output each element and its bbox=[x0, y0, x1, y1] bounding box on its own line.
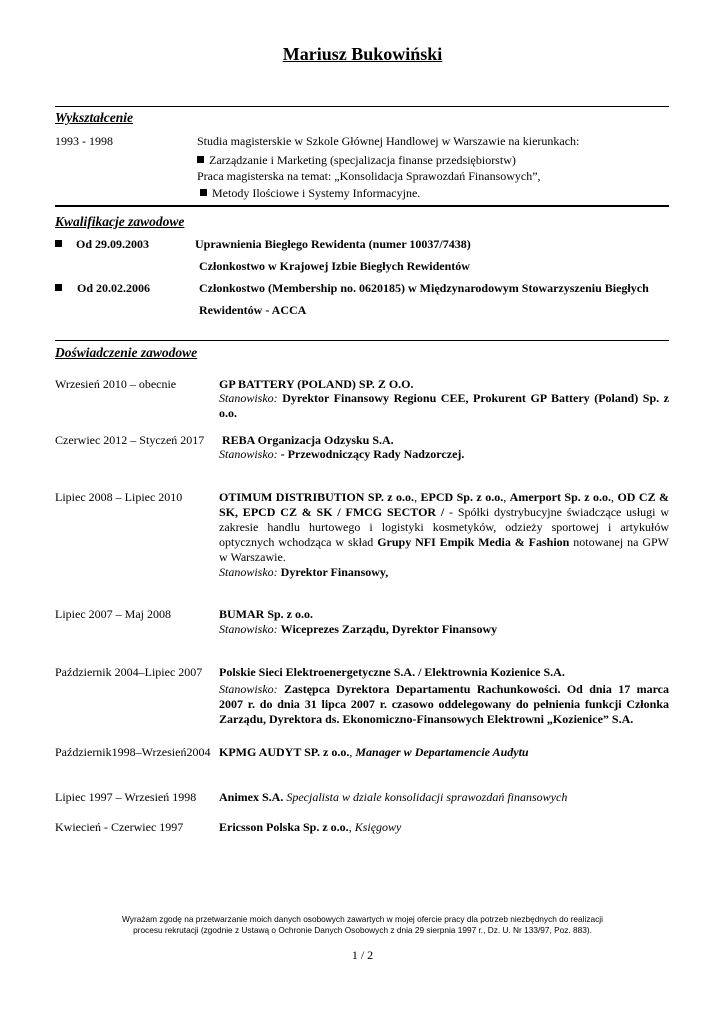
experience-period: Lipiec 2007 – Maj 2008 bbox=[55, 607, 171, 621]
experience-period: Kwiecień - Czerwiec 1997 bbox=[55, 820, 184, 834]
education-item: Metody Ilościowe i Systemy Informacyjne. bbox=[197, 186, 420, 201]
experience-title: Doświadczenie zawodowe bbox=[55, 345, 198, 360]
qualification-text: Członkostwo w Krajowej Izbie Biegłych Rewidentów bbox=[199, 259, 470, 273]
square-bullet-icon bbox=[200, 189, 207, 196]
experience-role: Stanowisko: Wiceprezes Zarządu, Dyrektor Finansowy bbox=[219, 622, 498, 636]
data-consent-clause: Wyrażam zgodę na przetwarzanie moich danych osobowych zawartych w mojej ofercie pracy dla potrzeb niezbędnych do realizacji procesu rekrutacji (zgodnie z Ustawą o Ochronie Danych Osobowych z dnia 29 sierpnia 1997 r., Dz. U. Nr 133/97, Poz. 883). bbox=[122, 914, 603, 935]
qualification-date: Od 20.02.2006 bbox=[55, 281, 150, 296]
experience-period: Październik1998–Wrzesień2004 bbox=[55, 745, 211, 759]
experience-entry: Animex S.A. Specjalista w dziale konsolidacji sprawozdań finansowych bbox=[219, 790, 568, 804]
education-item: Zarządzanie i Marketing (specjalizacja finanse przedsiębiorstw) bbox=[197, 153, 516, 168]
experience-role: Stanowisko: - Przewodniczący Rady Nadzorczej. bbox=[219, 447, 465, 461]
qualifications-title: Kwalifikacje zawodowe bbox=[55, 214, 185, 229]
education-period: 1993 - 1998 bbox=[55, 134, 113, 148]
education-line: Praca magisterska na temat: „Konsolidacja Sprawozdań Finansowych”, bbox=[197, 169, 541, 183]
experience-company: REBA Organizacja Odzysku S.A. bbox=[222, 433, 394, 447]
experience-period: Lipiec 1997 – Wrzesień 1998 bbox=[55, 790, 197, 804]
experience-company: Polskie Sieci Elektroenergetyczne S.A. / Elektrownia Kozienice S.A. bbox=[219, 665, 565, 679]
experience-period: Wrzesień 2010 – obecnie bbox=[55, 377, 177, 391]
qualification-text: Członkostwo (Membership no. 0620185) w Międzynarodowym Stowarzyszeniu Biegłych bbox=[199, 281, 649, 295]
qualification-date: Od 29.09.2003 bbox=[55, 237, 149, 252]
experience-role: Stanowisko: Dyrektor Finansowy, bbox=[219, 565, 389, 579]
candidate-name: Mariusz Bukowiński bbox=[282, 44, 443, 64]
experience-entry: Ericsson Polska Sp. z o.o., Księgowy bbox=[219, 820, 402, 834]
experience-entry: KPMG AUDYT SP. z o.o., Manager w Departamencie Audytu bbox=[219, 745, 529, 759]
square-bullet-icon bbox=[55, 284, 62, 291]
section-divider bbox=[55, 205, 669, 207]
square-bullet-icon bbox=[197, 156, 204, 163]
square-bullet-icon bbox=[55, 240, 62, 247]
section-divider bbox=[55, 340, 669, 341]
education-title: Wykształcenie bbox=[55, 110, 133, 125]
experience-period: Październik 2004–Lipiec 2007 bbox=[55, 665, 203, 679]
qualification-text: Rewidentów - ACCA bbox=[199, 303, 307, 317]
qualification-text: Uprawnienia Biegłego Rewidenta (numer 10037/7438) bbox=[195, 237, 471, 251]
experience-description: OTIMUM DISTRIBUTION SP. z o.o., EPCD Sp. z o.o., Amerport Sp. z o.o., OD CZ & SK, EPCD CZ & SK / FMCG SECTOR / - Spółki dystrybucyjne świadczące usługi w zakresie handlu hurtowego i logistyki kosmetyków, odzieży sportowej i artykułów optycznych wchodząca w skład Grupy NFI Empik Media & Fashion notowanej na GPW w Warszawie. bbox=[219, 490, 670, 564]
experience-period: Czerwiec 2012 – Styczeń 2017 bbox=[55, 433, 205, 447]
section-divider bbox=[55, 106, 669, 107]
page-number: 1 / 2 bbox=[351, 948, 374, 962]
experience-role: Stanowisko: Dyrektor Finansowy Regionu CEE, Prokurent GP Battery (Poland) Sp. z o.o. bbox=[219, 391, 670, 420]
experience-company: BUMAR Sp. z o.o. bbox=[219, 607, 314, 621]
experience-company: GP BATTERY (POLAND) SP. Z O.O. bbox=[219, 377, 414, 391]
education-line: Studia magisterskie w Szkole Głównej Handlowej w Warszawie na kierunkach: bbox=[197, 134, 580, 148]
experience-period: Lipiec 2008 – Lipiec 2010 bbox=[55, 490, 183, 504]
experience-role: Stanowisko: Zastępca Dyrektora Departamentu Rachunkowości. Od dnia 17 marca 2007 r. do dnia 31 lipca 2007 r. czasowo oddelegowany do pełnienia funkcji Członka Zarządu, Dyrektora ds. Ekonomiczno-Finansowych Elektrowni „Kozienice” S.A. bbox=[219, 682, 670, 726]
